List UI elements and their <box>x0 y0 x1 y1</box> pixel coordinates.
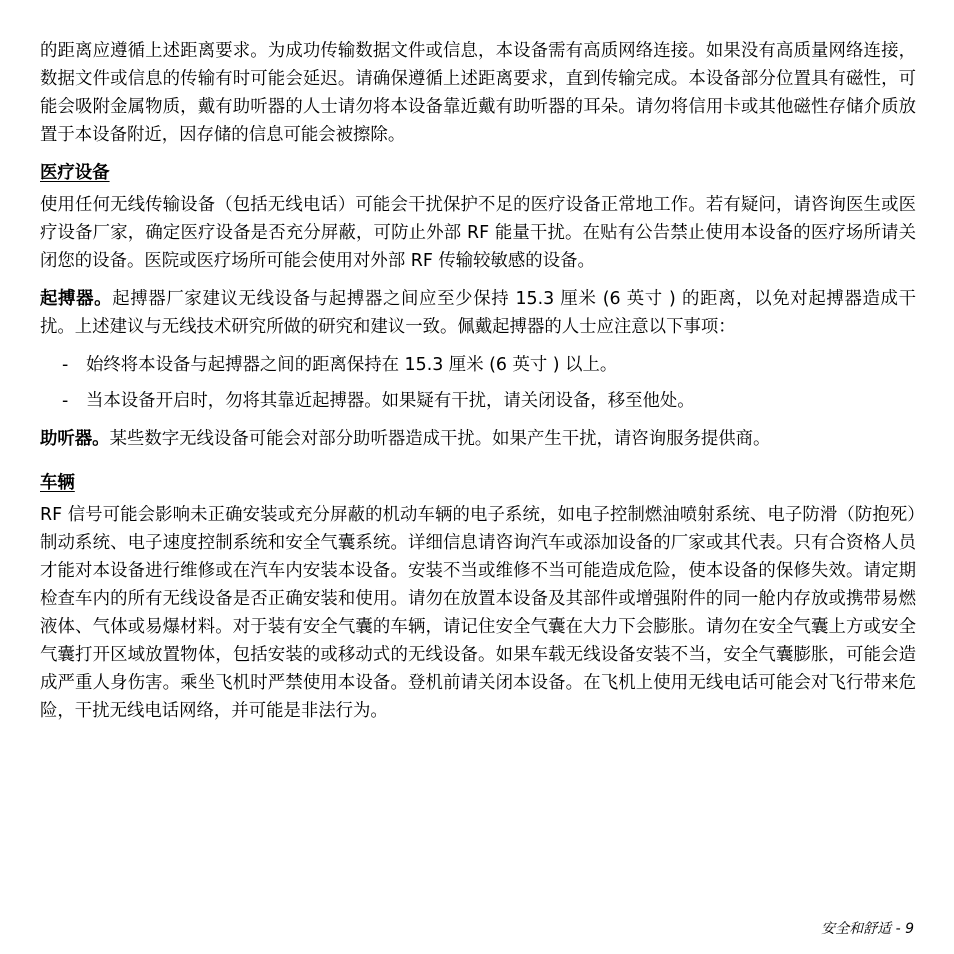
page-footer <box>821 918 914 938</box>
footer-separator: - <box>891 921 906 937</box>
pacemaker-paragraph <box>40 285 916 341</box>
hearing-aid-paragraph <box>40 425 916 453</box>
page-number: 9 <box>905 921 914 937</box>
bullet-text: 当本设备开启时，勿将其靠近起搏器。如果疑有干扰，请关闭设备，移至他处。 <box>86 391 695 411</box>
medical-devices-paragraph: 使用任何无线传输设备（包括无线电话）可能会干扰保护不足的医疗设备正常地工作。若有疑问，请咨询医生或医疗设备厂家，确定医疗设备是否充分屏蔽，可防止外部 RF 能量干扰。在贴有公告禁止使用本设备的医疗场所请关闭您的设备。医院或医疗场所可能会使用对外部 RF 传输较敏感的设备。 <box>40 195 916 271</box>
medical-devices-section <box>40 159 916 453</box>
medical-devices-heading: 医疗设备 <box>40 163 110 183</box>
vehicles-paragraph: RF 信号可能会影响未正确安装或充分屏蔽的机动车辆的电子系统，如电子控制燃油喷射系统、电子防滑（防抱死）制动系统、电子速度控制系统和安全气囊系统。详细信息请咨询汽车或添加设备的厂家或其代表。只有合资格人员才能对本设备进行维修或在汽车内安装本设备。安装不当或维修不当可能造成危险，使本设备的保修失效。请定期检查车内的所有无线设备是否正确安装和使用。请勿在放置本设备及其部件或增强附件的同一舱内存放或携带易燃液体、气体或易爆材料。对于装有安全气囊的车辆，请记住安全气囊在大力下会膨胀。请勿在安全气囊上方或安全气囊打开区域放置物体，包括安装的或移动式的无线设备。如果车载无线设备安装不当，安全气囊膨胀，可能会造成严重人身伤害。乘坐飞机时严禁使用本设备。登机前请关闭本设备。在飞机上使用无线电话可能会对飞行带来危险，干扰无线电话网络，并可能是非法行为。 <box>40 505 916 721</box>
document-page <box>40 37 916 735</box>
vehicles-heading: 车辆 <box>40 473 75 493</box>
footer-section-title: 安全和舒适 <box>821 921 892 937</box>
pacemaker-lead: 起搏器。 <box>40 289 113 309</box>
list-item <box>40 351 916 379</box>
list-item <box>40 387 916 415</box>
bullet-text: 始终将本设备与起搏器之间的距离保持在 15.3 厘米 (6 英寸 ) 以上。 <box>86 355 618 375</box>
hearing-aid-text: 某些数字无线设备可能会对部分助听器造成干扰。如果产生干扰，请咨询服务提供商。 <box>109 429 771 449</box>
hearing-aid-lead: 助听器。 <box>40 429 110 449</box>
pacemaker-text: 起搏器厂家建议无线设备与起搏器之间应至少保持 15.3 厘米 (6 英寸 ) 的距离，以免对起搏器造成干扰。上述建议与无线技术研究所做的研究和建议一致。佩戴起搏器的人士应注意以下事项： <box>40 289 916 337</box>
intro-paragraph: 的距离应遵循上述距离要求。为成功传输数据文件或信息，本设备需有高质网络连接。如果没有高质量网络连接，数据文件或信息的传输有时可能会延迟。请确保遵循上述距离要求，直到传输完成。本设备部分位置具有磁性，可能会吸附金属物质，戴有助听器的人士请勿将本设备靠近戴有助听器的耳朵。请勿将信用卡或其他磁性存储介质放置于本设备附近，因存储的信息可能会被擦除。 <box>40 41 916 145</box>
bullet-dash: - <box>62 391 69 411</box>
vehicles-section <box>40 469 916 725</box>
pacemaker-bullet-list <box>40 351 916 415</box>
bullet-dash: - <box>62 355 69 375</box>
